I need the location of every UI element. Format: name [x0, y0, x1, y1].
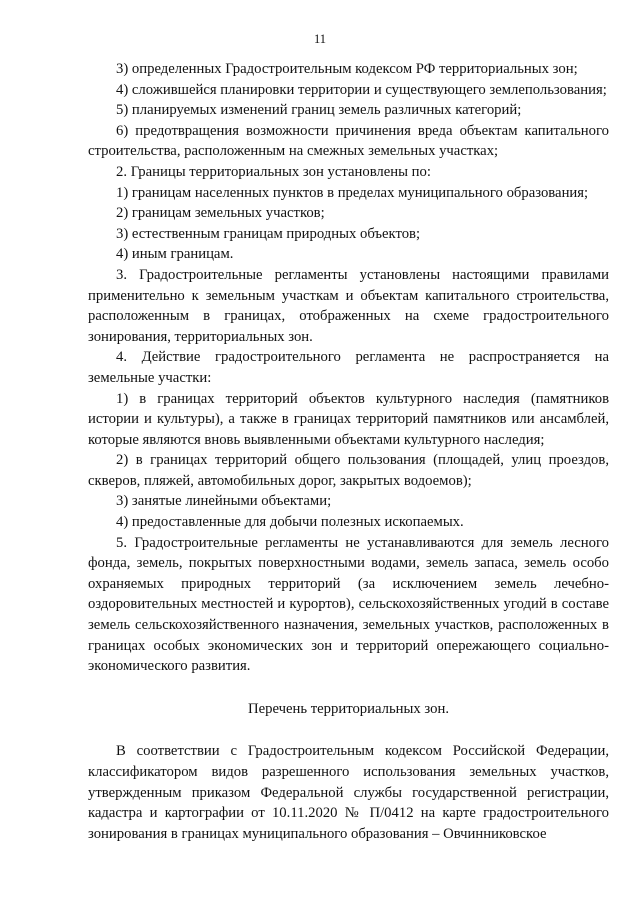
paragraph-mining: 4) предоставленные для добычи полезных ископаемых. — [116, 514, 464, 531]
paragraph-settlement-borders: 1) границам населенных пунктов в пределах муниципального образования; — [116, 184, 589, 201]
paragraph-linear-objects: 3) занятые линейными объектами; — [116, 493, 332, 510]
paragraph-other-borders: 4) иным границам. — [116, 246, 234, 263]
paragraph-section-4: 4. Действие градостроительного регламента не распространяется на земельные участки: — [88, 349, 609, 386]
page-number: 11 — [313, 32, 327, 46]
paragraph-land-plot-borders: 2) границам земельных участков; — [116, 205, 325, 222]
paragraph-cultural-heritage: 1) в границах территорий объектов культурного наследия (памятников истории и культуры), а также в границах территорий памятников или ансамблей, которые являются вновь выявленными объектами культурного наследия; — [88, 390, 609, 448]
document-body — [88, 59, 609, 844]
paragraph-natural-borders: 3) естественным границам природных объектов; — [116, 225, 421, 242]
paragraph-public-use: 2) в границах территорий общего пользования (площадей, улиц проездов, скверов, пляжей, автомобильных дорог, закрытых водоемов); — [88, 452, 609, 489]
paragraph-existing-planning: 4) сложившейся планировки территории и существующего землепользования; — [116, 81, 607, 98]
paragraph-section-3: 3. Градостроительные регламенты установлены настоящими правилами применительно к земельным участкам и объектам капитального строительства, расположенным в границах, отображенных на схеме градостроительного зонирования, территориальных зон. — [88, 266, 609, 345]
paragraph-zones-by-code: 3) определенных Градостроительным кодексом РФ территориальных зон; — [116, 61, 578, 77]
paragraph-harm-prevention: 6) предотвращения возможности причинения вреда объектам капитального строительства, расположенным на смежных земельных участках; — [88, 122, 609, 160]
paragraph-planned-changes: 5) планируемых изменений границ земель различных категорий; — [116, 102, 522, 119]
paragraph-section-2: 2. Границы территориальных зон установлены по: — [116, 163, 431, 180]
section-heading: Перечень территориальных зон. — [247, 700, 450, 717]
paragraph-final: В соответствии с Градостроительным кодексом Российской Федерации, классификатором видов разрешенного использования земельных участков, утвержденным приказом Федеральной службы государственной регистрации, кадастра и картографии от 10.11.2020 № П/0412 на карте градостроительного зонирования в границах муниципального образования – Овчинниковское — [88, 743, 609, 842]
paragraph-section-5: 5. Градостроительные регламенты не устанавливаются для земель лесного фонда, земель, покрытых поверхностными водами, земель запаса, земель особо охраняемых природных территорий (за исключением земель лечебно-оздоровительных местностей и курортов), сельскохозяйственных угодий в составе земель сельскохозяйственного назначения, земельных участков, расположенных в границах особых экономических зон и территорий опережающего социально-экономического развития. — [88, 534, 609, 675]
